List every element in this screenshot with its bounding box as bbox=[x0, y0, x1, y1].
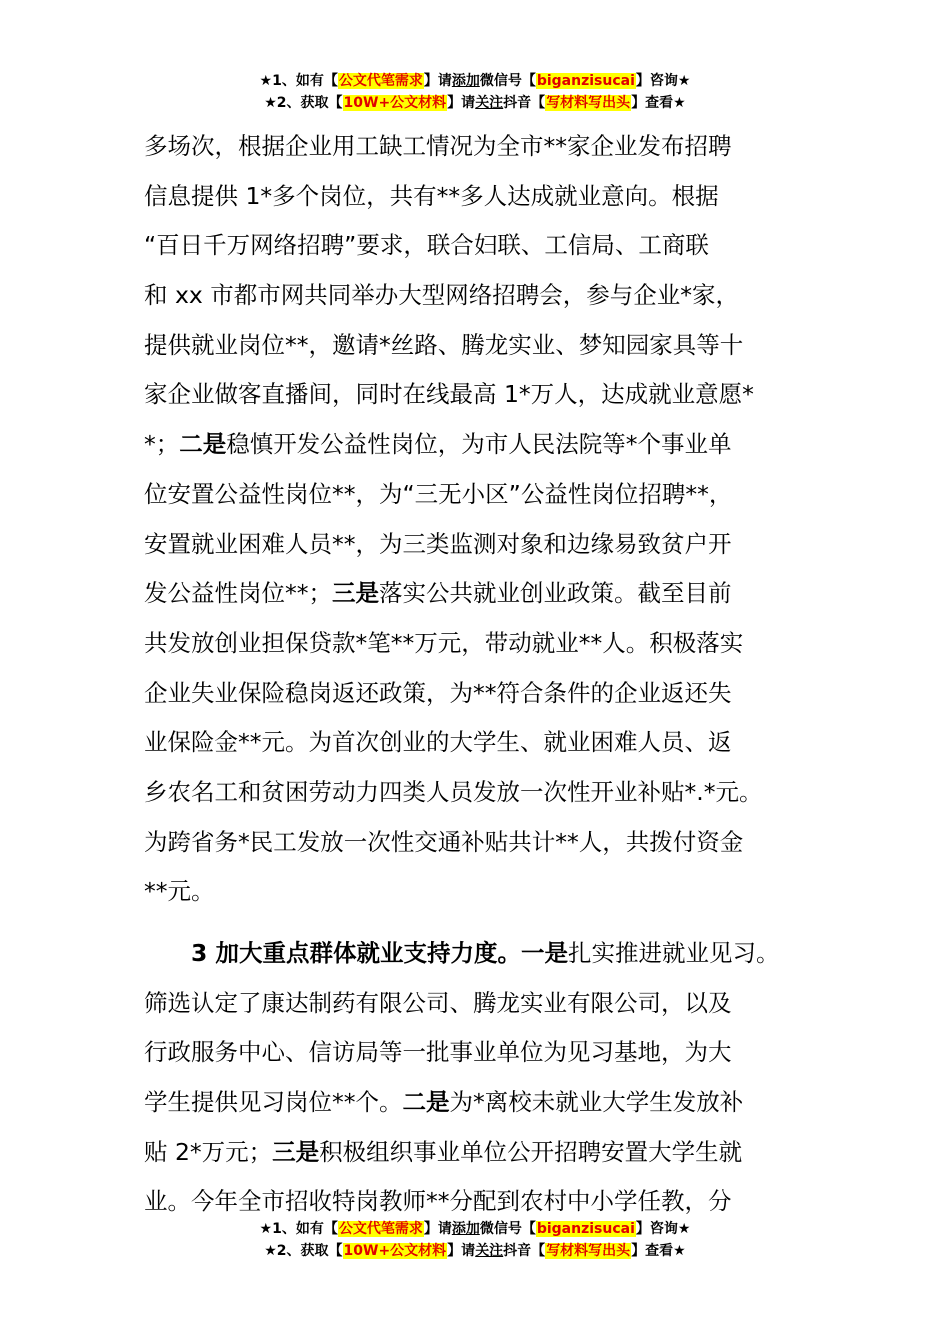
promo-banner-top bbox=[0, 70, 950, 114]
body-text: 稳慎开发公益性岗位，为市人民法院等*个事业单 bbox=[226, 430, 732, 459]
promo-underlined: 添加 bbox=[451, 73, 480, 89]
body-text: 贴 2*万元； bbox=[144, 1137, 273, 1166]
promo-underlined: 关注 bbox=[475, 1243, 504, 1259]
body-line bbox=[144, 420, 834, 470]
promo-text: 抖音【 bbox=[503, 95, 546, 111]
body-text: 落实公共就业创业政策。截至目前 bbox=[379, 579, 732, 608]
promo-highlight: 公文代笔需求 bbox=[338, 1221, 423, 1237]
body-line bbox=[144, 1128, 834, 1178]
body-line: 筛选认定了康达制药有限公司、腾龙实业有限公司，以及 bbox=[144, 988, 732, 1017]
promo-line-2 bbox=[0, 1240, 950, 1262]
promo-douyin-id: 写材料写出头 bbox=[546, 95, 631, 111]
body-text: *； bbox=[144, 430, 180, 459]
promo-douyin-id: 写材料写出头 bbox=[546, 1243, 631, 1259]
body-line: “百日千万网络招聘”要求，联合妇联、工信局、工商联 bbox=[144, 231, 709, 260]
body-line: 和 xx 市都市网共同举办大型网络招聘会，参与企业*家， bbox=[144, 281, 740, 310]
body-emphasis: 二是 bbox=[402, 1088, 450, 1117]
promo-text: 】请 bbox=[447, 1243, 476, 1259]
body-text: 发公益性岗位**； bbox=[144, 579, 332, 608]
body-line bbox=[144, 1078, 834, 1128]
promo-wechat-id: biganzisucai bbox=[536, 1221, 635, 1237]
promo-highlight: 公文代笔需求 bbox=[338, 73, 423, 89]
promo-text: 】咨询★ bbox=[635, 1221, 691, 1237]
body-line: 行政服务中心、信访局等一批事业单位为见习基地，为大 bbox=[144, 1038, 732, 1067]
section-heading-line bbox=[144, 929, 834, 979]
body-line: 企业失业保险稳岗返还政策，为**符合条件的企业返还失 bbox=[144, 678, 732, 707]
body-text: 为*离校未就业大学生发放补 bbox=[449, 1088, 744, 1117]
body-text: 积极组织事业单位公开招聘安置大学生就 bbox=[319, 1137, 743, 1166]
promo-text: ★1、如有【 bbox=[259, 73, 338, 89]
body-emphasis: 三是 bbox=[272, 1137, 320, 1166]
promo-underlined: 关注 bbox=[475, 95, 504, 111]
promo-text: 】请 bbox=[423, 73, 452, 89]
promo-text: 】请 bbox=[423, 1221, 452, 1237]
promo-highlight: 10W+公文材料 bbox=[343, 95, 447, 111]
promo-line-2 bbox=[0, 92, 950, 114]
document-body bbox=[144, 122, 834, 1227]
body-line: **元。 bbox=[144, 877, 215, 906]
body-line: 为跨省务*民工发放一次性交通补贴共计**人，共拨付资金 bbox=[144, 827, 744, 856]
body-line: 位安置公益性岗位**，为“三无小区”公益性岗位招聘**， bbox=[144, 479, 733, 508]
promo-line-1 bbox=[0, 1218, 950, 1240]
promo-wechat-id: biganzisucai bbox=[536, 73, 635, 89]
body-line: 安置就业困难人员**，为三类监测对象和边缘易致贫户开 bbox=[144, 529, 732, 558]
body-line: 家企业做客直播间，同时在线最高 1*万人，达成就业意愿* bbox=[144, 380, 754, 409]
promo-text: 】请 bbox=[447, 95, 476, 111]
body-text: 学生提供见习岗位**个。 bbox=[144, 1088, 403, 1117]
promo-text: 】咨询★ bbox=[635, 73, 691, 89]
promo-text: 微信号【 bbox=[479, 73, 536, 89]
body-line: 乡农名工和贫困劳动力四类人员发放一次性开业补贴*.*元。 bbox=[144, 777, 763, 806]
promo-text: ★2、获取【 bbox=[264, 95, 343, 111]
body-line bbox=[144, 569, 834, 619]
body-line: 业。今年全市招收特岗教师**分配到农村中小学任教，分 bbox=[144, 1187, 732, 1216]
promo-text: ★1、如有【 bbox=[259, 1221, 338, 1237]
body-text: 扎实推进就业见习。 bbox=[568, 939, 780, 967]
section-heading: 3 加大重点群体就业支持力度。一是 bbox=[191, 939, 569, 967]
body-line: 业保险金**元。为首次创业的大学生、就业困难人员、返 bbox=[144, 728, 732, 757]
promo-text: 微信号【 bbox=[479, 1221, 536, 1237]
promo-text: 抖音【 bbox=[503, 1243, 546, 1259]
promo-underlined: 添加 bbox=[451, 1221, 480, 1237]
promo-line-1 bbox=[0, 70, 950, 92]
body-line: 共发放创业担保贷款*笔**万元，带动就业**人。积极落实 bbox=[144, 628, 744, 657]
body-emphasis: 三是 bbox=[332, 579, 379, 608]
promo-highlight: 10W+公文材料 bbox=[343, 1243, 447, 1259]
body-line: 信息提供 1*多个岗位，共有**多人达成就业意向。根据 bbox=[144, 181, 719, 210]
promo-text: 】查看★ bbox=[631, 1243, 686, 1259]
promo-text: ★2、获取【 bbox=[264, 1243, 343, 1259]
body-line: 多场次，根据企业用工缺工情况为全市**家企业发布招聘 bbox=[144, 132, 732, 160]
promo-text: 】查看★ bbox=[631, 95, 686, 111]
body-emphasis: 二是 bbox=[179, 430, 227, 459]
promo-banner-bottom bbox=[0, 1218, 950, 1262]
body-line: 提供就业岗位**，邀请*丝路、腾龙实业、梦知园家具等十 bbox=[144, 330, 744, 359]
